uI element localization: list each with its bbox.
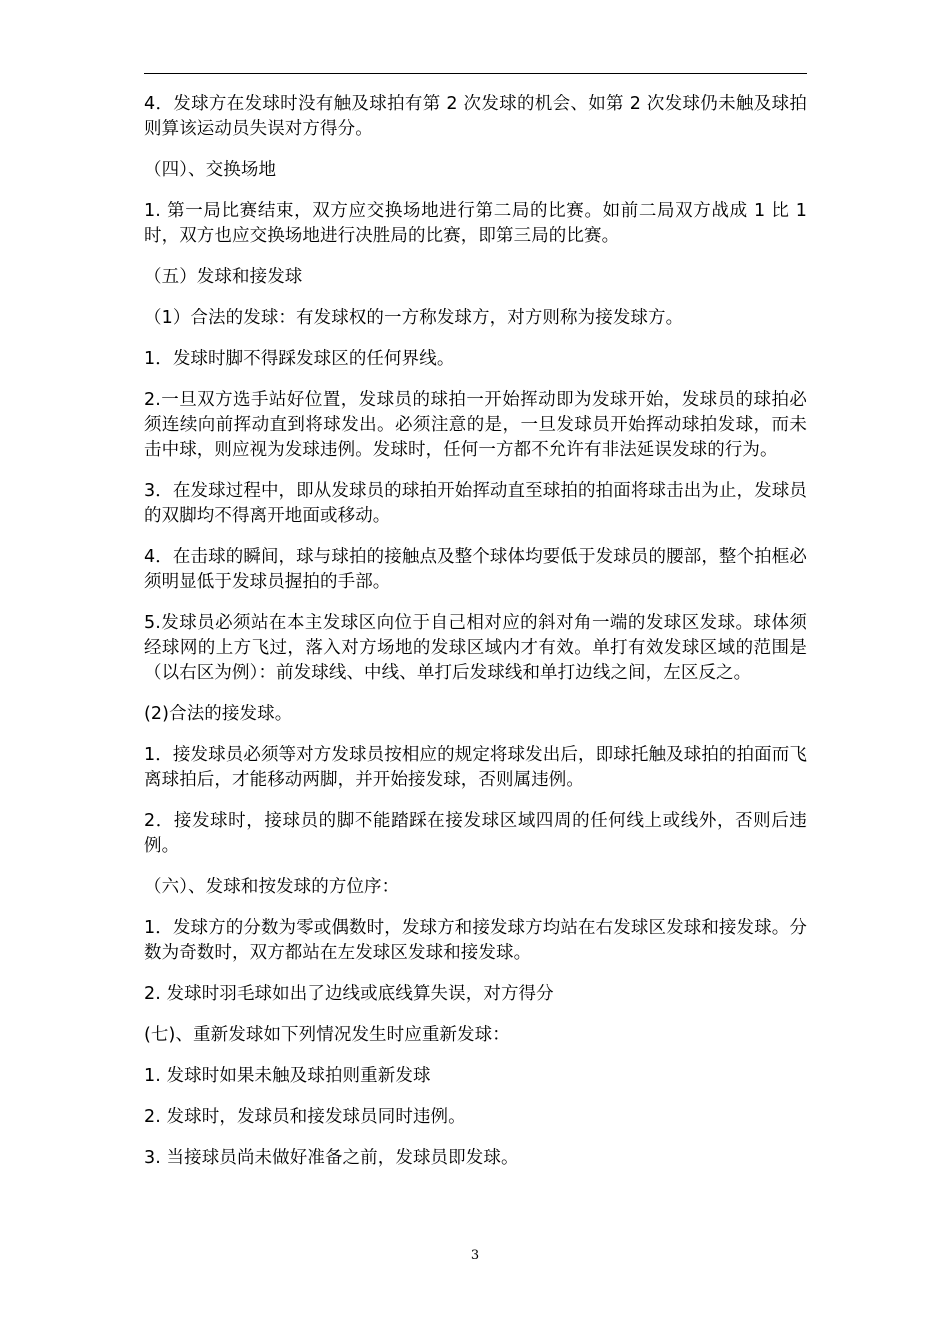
document-body <box>144 92 807 1187</box>
paragraph-reserve-1: 1. 发球时如果未触及球拍则重新发球 <box>144 1066 431 1086</box>
header-rule <box>144 73 807 74</box>
section-heading-reserve: (七)、重新发球如下列情况发生时应重新发球： <box>144 1025 510 1045</box>
paragraph-reserve-3: 3. 当接球员尚未做好准备之前，发球员即发球。 <box>144 1148 519 1168</box>
paragraph-serve-rule-1: 1．发球时脚不得踩发球区的任何界线。 <box>144 349 455 369</box>
paragraph-receive-rule-2: 2．接发球时，接球员的脚不能踏踩在接发球区域四周的任何线上或线外，否则后违例。 <box>144 811 807 856</box>
subheading-legal-serve: （1）合法的发球：有发球权的一方称发球方，对方则称为接发球方。 <box>144 308 684 328</box>
section-heading-change-ends: （四）、交换场地 <box>144 160 277 180</box>
paragraph-serve-rule-3: 3．在发球过程中，即从发球员的球拍开始挥动直至球拍的拍面将球击出为止，发球员的双脚均不得离开地面或移动。 <box>144 481 807 526</box>
paragraph-serve-second-chance: 4．发球方在发球时没有触及球拍有第 2 次发球的机会、如第 2 次发球仍未触及球拍则算该运动员失误对方得分。 <box>144 94 807 139</box>
paragraph-serve-rule-2: 2.一旦双方选手站好位置，发球员的球拍一开始挥动即为发球开始，发球员的球拍必须连续向前挥动直到将球发出。必须注意的是，一旦发球员开始挥动球拍发球，而未击中球，则应视为发球违例。发球时，任何一方都不允许有非法延误发球的行为。 <box>144 390 807 460</box>
section-heading-serve-receive: （五）发球和接发球 <box>144 267 303 287</box>
paragraph-receive-rule-1: 1．接发球员必须等对方发球员按相应的规定将球发出后，即球托触及球拍的拍面而飞离球拍后，才能移动两脚，并开始接发球，否则属违例。 <box>144 745 807 790</box>
page-number: 3 <box>470 1248 480 1263</box>
paragraph-serve-order-2: 2. 发球时羽毛球如出了边线或底线算失误，对方得分 <box>144 984 554 1004</box>
paragraph-serve-rule-4: 4．在击球的瞬间，球与球拍的接触点及整个球体均要低于发球员的腰部，整个拍框必须明显低于发球员握拍的手部。 <box>144 547 807 592</box>
subheading-legal-receive: (2)合法的接发球。 <box>144 704 293 724</box>
paragraph-serve-rule-5: 5.发球员必须站在本主发球区向位于自己相对应的斜对角一端的发球区发球。球体须经球网的上方飞过，落入对方场地的发球区域内才有效。单打有效发球区域的范围是（以右区为例）：前发球线、中线、单打后发球线和单打边线之间，左区反之。 <box>144 613 807 683</box>
paragraph-serve-order-1: 1．发球方的分数为零或偶数时，发球方和接发球方均站在右发球区发球和接发球。分数为奇数时，双方都站在左发球区发球和接发球。 <box>144 918 807 963</box>
section-heading-serve-order: （六）、发球和按发球的方位序： <box>144 877 400 897</box>
paragraph-reserve-2: 2. 发球时，发球员和接发球员同时违例。 <box>144 1107 466 1127</box>
paragraph-change-ends: 1. 第一局比赛结束，双方应交换场地进行第二局的比赛。如前二局双方战成 1 比 1 时，双方也应交换场地进行决胜局的比赛，即第三局的比赛。 <box>144 201 807 246</box>
